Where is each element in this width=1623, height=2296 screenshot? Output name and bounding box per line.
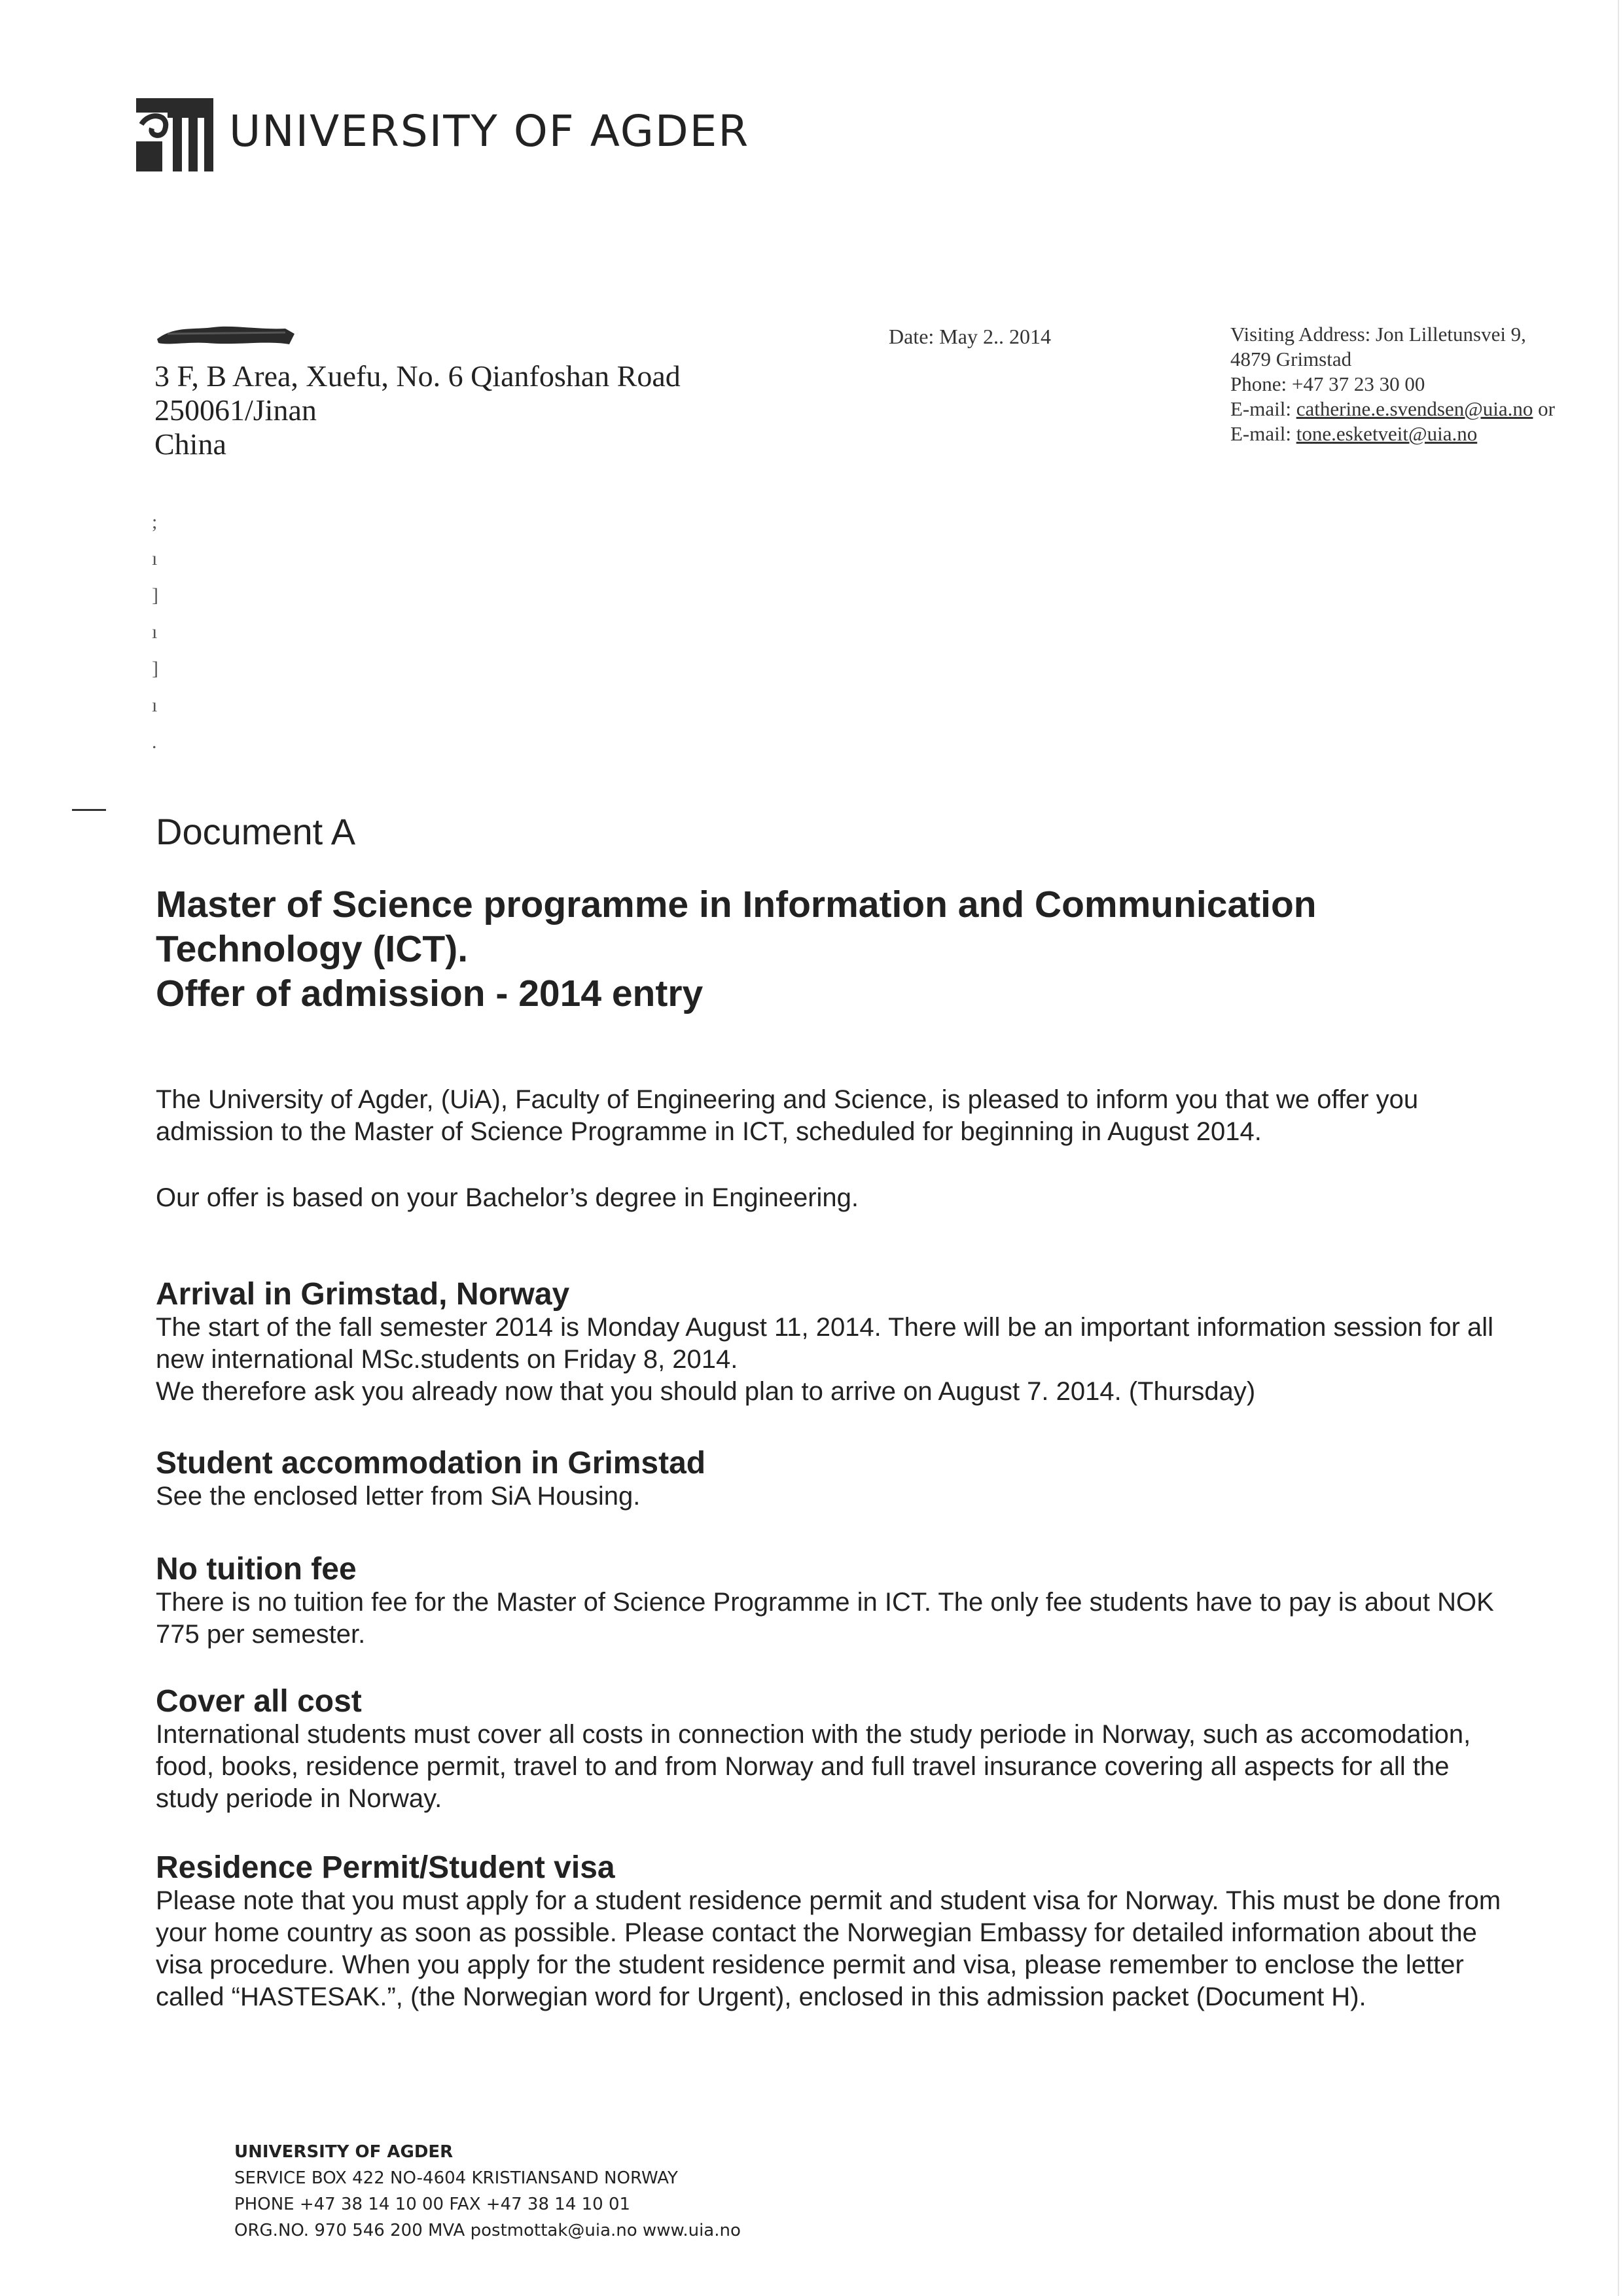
section-heading-cost: Cover all cost <box>156 1684 362 1719</box>
letter-date: Date: May 2.. 2014 <box>889 325 1051 348</box>
intro-paragraph: Our offer is based on your Bachelor’s degree in Engineering. <box>156 1183 859 1212</box>
scan-edge <box>1618 0 1619 2296</box>
email-link-catherine[interactable]: catherine.e.svendsen@uia.no <box>1296 397 1533 420</box>
page-title <box>156 882 1465 1016</box>
recipient-address-line: China <box>154 427 226 461</box>
email-label: E-mail: <box>1230 397 1296 420</box>
contact-phone: Phone: +47 37 23 30 00 <box>1230 372 1425 395</box>
intro-paragraph: The University of Agder, (UiA), Faculty of Engineering and Science, is pleased to inform you that we offer you admission to the Master of Science Programme in ICT, scheduled for beginning in August 2014. <box>156 1085 1419 1146</box>
title-line: Technology (ICT). <box>156 928 469 970</box>
footer-address: SERVICE BOX 422 NO-4604 KRISTIANSAND NORWAY <box>234 2168 678 2188</box>
section-text-residence: Please note that you must apply for a student residence permit and student visa for Norway. This must be done from your home country as soon as possible. Please contact the Norwegian Embassy for detailed information about the visa procedure. When you apply for the student residence permit and visa, please remember to enclose the letter called “HASTESAK.”, (the Norwegian word for Urgent), enclosed in this admission packet (Document H). <box>156 1886 1501 2011</box>
email-link-tone[interactable]: tone.esketveit@uia.no <box>1296 422 1478 445</box>
contact-email-row <box>1230 422 1555 446</box>
fold-mark <box>72 809 106 811</box>
letterhead-university-name: UNIVERSITY OF AGDER <box>229 106 750 156</box>
contact-block <box>1230 322 1555 446</box>
visiting-address-city: 4879 Grimstad <box>1230 348 1352 370</box>
redacted-recipient-name <box>154 321 298 348</box>
footer-university-name: UNIVERSITY OF AGDER <box>234 2142 454 2162</box>
section-text-tuition: There is no tuition fee for the Master of Science Programme in ICT. The only fee students have to pay is about NOK 775 per semester. <box>156 1588 1494 1649</box>
section-text-cost: International students must cover all costs in connection with the study periode in Norway, such as accomodation, food, books, residence permit, travel to and from Norway and full travel insurance covering all aspects for all the study periode in Norway. <box>156 1720 1471 1813</box>
footer-org-contact: ORG.NO. 970 546 200 MVA postmottak@uia.no www.uia.no <box>234 2221 741 2240</box>
title-line: Master of Science programme in Information and Communication <box>156 884 1317 925</box>
letter-footer <box>234 2139 741 2244</box>
visiting-address-line: Visiting Address: Jon Lilletunsvei 9, <box>1230 323 1526 346</box>
section-heading-residence: Residence Permit/Student visa <box>156 1850 615 1885</box>
title-subline: Offer of admission - 2014 entry <box>156 973 704 1014</box>
recipient-address-line: 250061/Jinan <box>154 393 317 427</box>
section-heading-arrival: Arrival in Grimstad, Norway <box>156 1277 570 1312</box>
university-logo-icon <box>136 98 213 171</box>
footer-phone-fax: PHONE +47 38 14 10 00 FAX +47 38 14 10 01 <box>234 2195 631 2214</box>
section-text-arrival: We therefore ask you already now that you should plan to arrive on August 7. 2014. (Thursday) <box>156 1377 1256 1406</box>
section-text-accommodation: See the enclosed letter from SiA Housing. <box>156 1482 641 1511</box>
email-conjunction: or <box>1533 397 1555 420</box>
section-heading-tuition: No tuition fee <box>156 1552 357 1587</box>
section-text-arrival: The start of the fall semester 2014 is Monday August 11, 2014. There will be an important information session for all new international MSc.students on Friday 8, 2014. <box>156 1313 1494 1374</box>
contact-email-row <box>1230 397 1555 422</box>
document-label: Document A <box>156 811 356 852</box>
scan-margin-marks: ; ı ] ı ] ı . <box>152 511 158 753</box>
email-label: E-mail: <box>1230 422 1296 445</box>
recipient-address-line: 3 F, B Area, Xuefu, No. 6 Qianfoshan Road <box>154 359 681 393</box>
section-heading-accommodation: Student accommodation in Grimstad <box>156 1446 706 1480</box>
